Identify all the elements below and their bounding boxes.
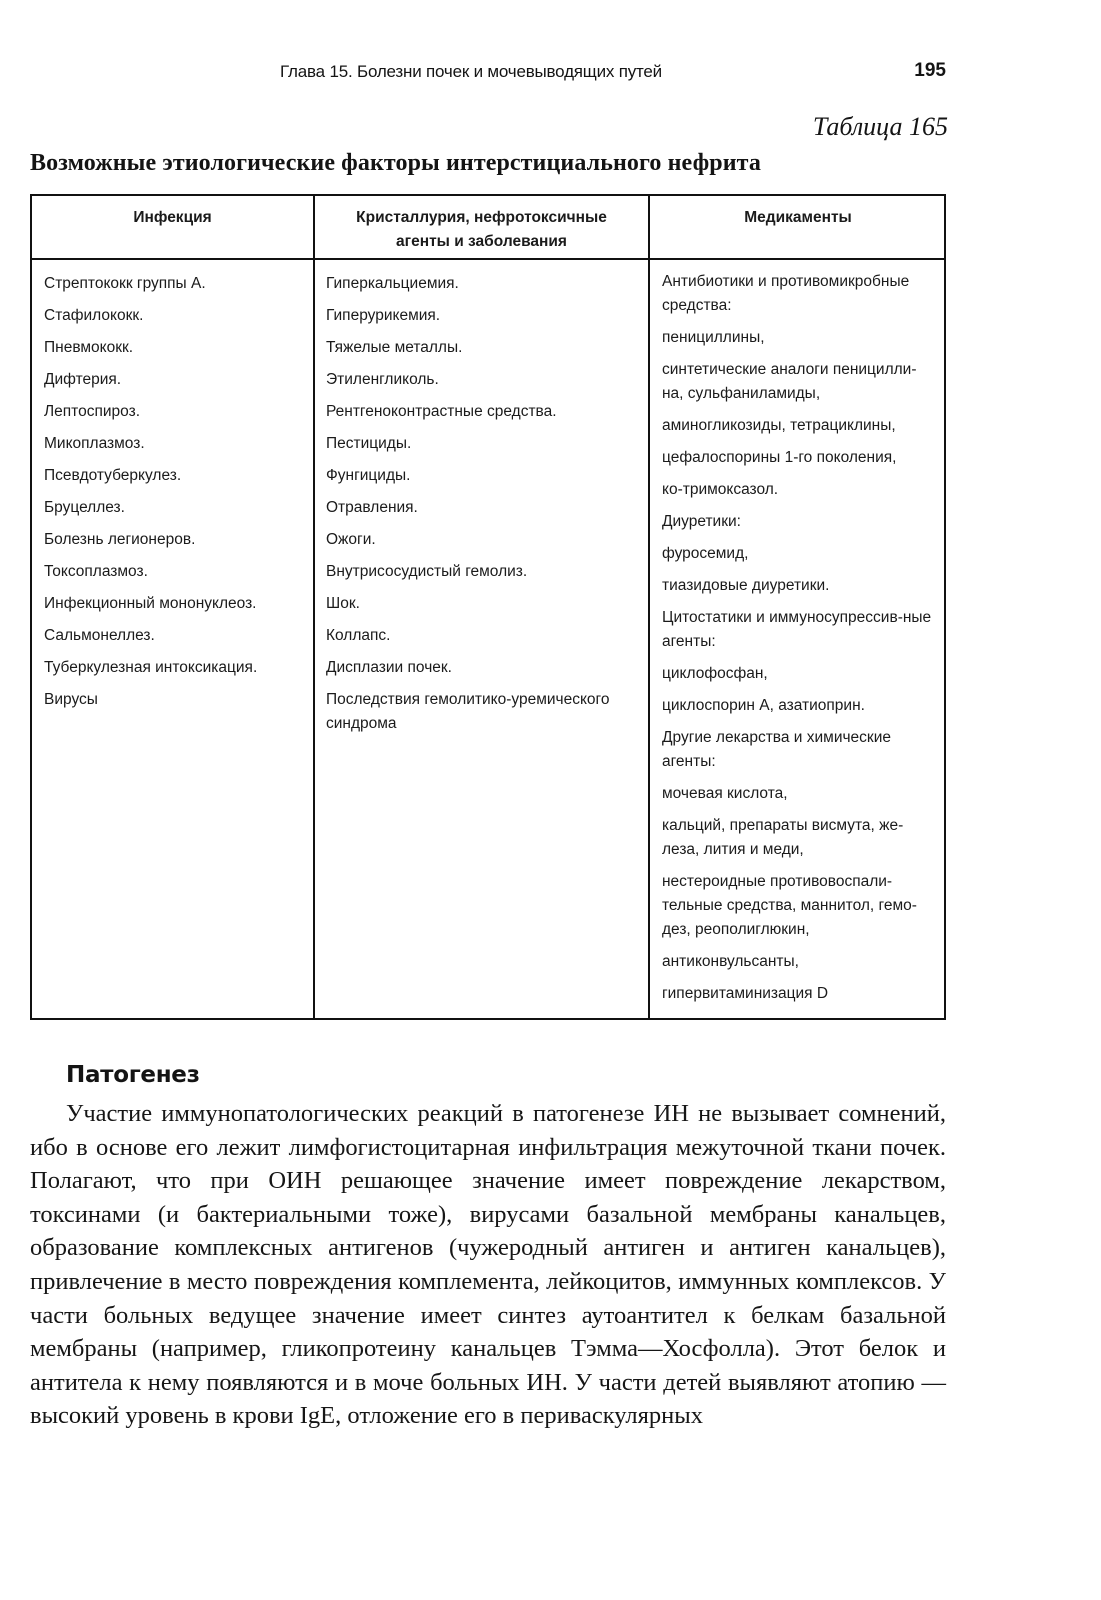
table-cell-item: пенициллины, — [662, 329, 765, 346]
table-title: Возможные этиологические факторы интерстициального нефрита — [30, 150, 761, 176]
body-paragraph: Участие иммунопатологических реакций в патогенезе ИН не вызывает сомнений, ибо в основе его лежит лимфогистоцитарная инфильтрация межуточной ткани почек. Полагают, что при ОИН решающее значение имеет повреждение лекарством, токсинами (и бактериальными тоже), вирусами базальной мембраны канальцев, образование комплексных антигенов (чужеродный антиген и антиген канальцев), привлечение в место повреждения комплемента, лейкоцитов, иммунных комплексов. У части больных ведущее значение имеет синтез аутоантител к белкам базальной мембраны (например, гликопротеину канальцев Тэмма—Хосфолла). Этот белок и антитела к нему появляются и в моче больных ИН. У части детей выявляют атопию — высокий уровень в крови IgE, отложение его в периваскулярных — [30, 1100, 946, 1430]
table-cell-item: Диуретики: — [662, 513, 741, 530]
table-cell-item: Последствия гемолитико-уремического синдрома — [326, 691, 610, 732]
column-divider — [648, 196, 650, 1018]
table-cell-item: антиконвульсанты, — [662, 953, 799, 970]
table-cell-item: Гиперурикемия. — [326, 307, 441, 324]
table-cell-item: Коллапс. — [326, 627, 391, 644]
column-divider — [313, 196, 315, 1018]
table-cell-item: Тяжелые металлы. — [326, 339, 463, 356]
table-cell-item: Пневмококк. — [44, 339, 134, 356]
table-cell-item: Туберкулезная интоксикация. — [44, 659, 258, 676]
table-cell-item: Отравления. — [326, 499, 418, 516]
column-infection — [44, 272, 306, 720]
table-cell-item: Фунгициды. — [326, 467, 411, 484]
table-cell-item: Стафилококк. — [44, 307, 144, 324]
column-crystalluria — [326, 272, 636, 744]
table-cell-item: нестероидные противовоспали-тельные средства, маннитол, гемо-дез, реополиглюкин, — [662, 873, 917, 938]
table-cell-item: ко-тримоксазол. — [662, 481, 779, 498]
table-cell-item: Шок. — [326, 595, 360, 612]
table-cell-item: Псевдотуберкулез. — [44, 467, 182, 484]
table-cell-item: Вирусы — [44, 691, 98, 708]
table-cell-item: Гиперкальциемия. — [326, 275, 459, 292]
table-cell-item: гипервитаминизация D — [662, 985, 829, 1002]
table-cell-item: кальций, препараты висмута, же-леза, лития и меди, — [662, 817, 904, 858]
table-cell-item: Цитостатики и иммуносупрессив-ные агенты: — [662, 609, 932, 650]
table-cell-item: Токсоплазмоз. — [44, 563, 148, 580]
table-cell-item: Болезнь легионеров. — [44, 531, 196, 548]
table-cell-item: Дифтерия. — [44, 371, 122, 388]
table-number: Таблица 165 — [812, 112, 948, 141]
table-cell-item: циклоспорин А, азатиоприн. — [662, 697, 865, 714]
header-divider — [32, 258, 944, 260]
table-cell-item: Ожоги. — [326, 531, 376, 548]
table-cell-item: Дисплазии почек. — [326, 659, 452, 676]
table-cell-item: тиазидовые диуретики. — [662, 577, 830, 594]
table-cell-item: аминогликозиды, тетрациклины, — [662, 417, 896, 434]
header-infection: Инфекция — [133, 209, 212, 226]
table-cell-item: цефалоспорины 1-го поколения, — [662, 449, 897, 466]
table-cell-item: Микоплазмоз. — [44, 435, 145, 452]
table-cell-item: Стрептококк группы А. — [44, 275, 206, 292]
page-number: 195 — [914, 60, 946, 81]
table-cell-item: Пестициды. — [326, 435, 412, 452]
running-title: Глава 15. Болезни почек и мочевыводящих путей — [280, 62, 662, 81]
table-cell-item: Другие лекарства и химические агенты: — [662, 729, 891, 770]
table-cell-item: синтетические аналоги пеницилли-на, сульфаниламиды, — [662, 361, 917, 402]
table-cell-item: Антибиотики и противомикробные средства: — [662, 273, 910, 314]
table-cell-item: Этиленгликоль. — [326, 371, 439, 388]
column-medications — [662, 270, 937, 1014]
header-crystalluria: Кристаллурия, нефротоксичные агенты и заболевания — [356, 209, 607, 250]
table-cell-item: фуросемид, — [662, 545, 749, 562]
table-cell-item: циклофосфан, — [662, 665, 768, 682]
table-cell-item: Внутрисосудистый гемолиз. — [326, 563, 528, 580]
header-medications: Медикаменты — [744, 209, 852, 226]
table-cell-item: Инфекционный мононуклеоз. — [44, 595, 257, 612]
table-cell-item: Рентгеноконтрастные средства. — [326, 403, 557, 420]
running-head — [30, 60, 946, 86]
table-cell-item: мочевая кислота, — [662, 785, 788, 802]
table-cell-item: Сальмонеллез. — [44, 627, 155, 644]
table-cell-item: Лептоспироз. — [44, 403, 141, 420]
section-heading: Патогенез — [66, 1062, 200, 1088]
table-cell-item: Бруцеллез. — [44, 499, 125, 516]
etiology-table — [30, 194, 946, 1020]
